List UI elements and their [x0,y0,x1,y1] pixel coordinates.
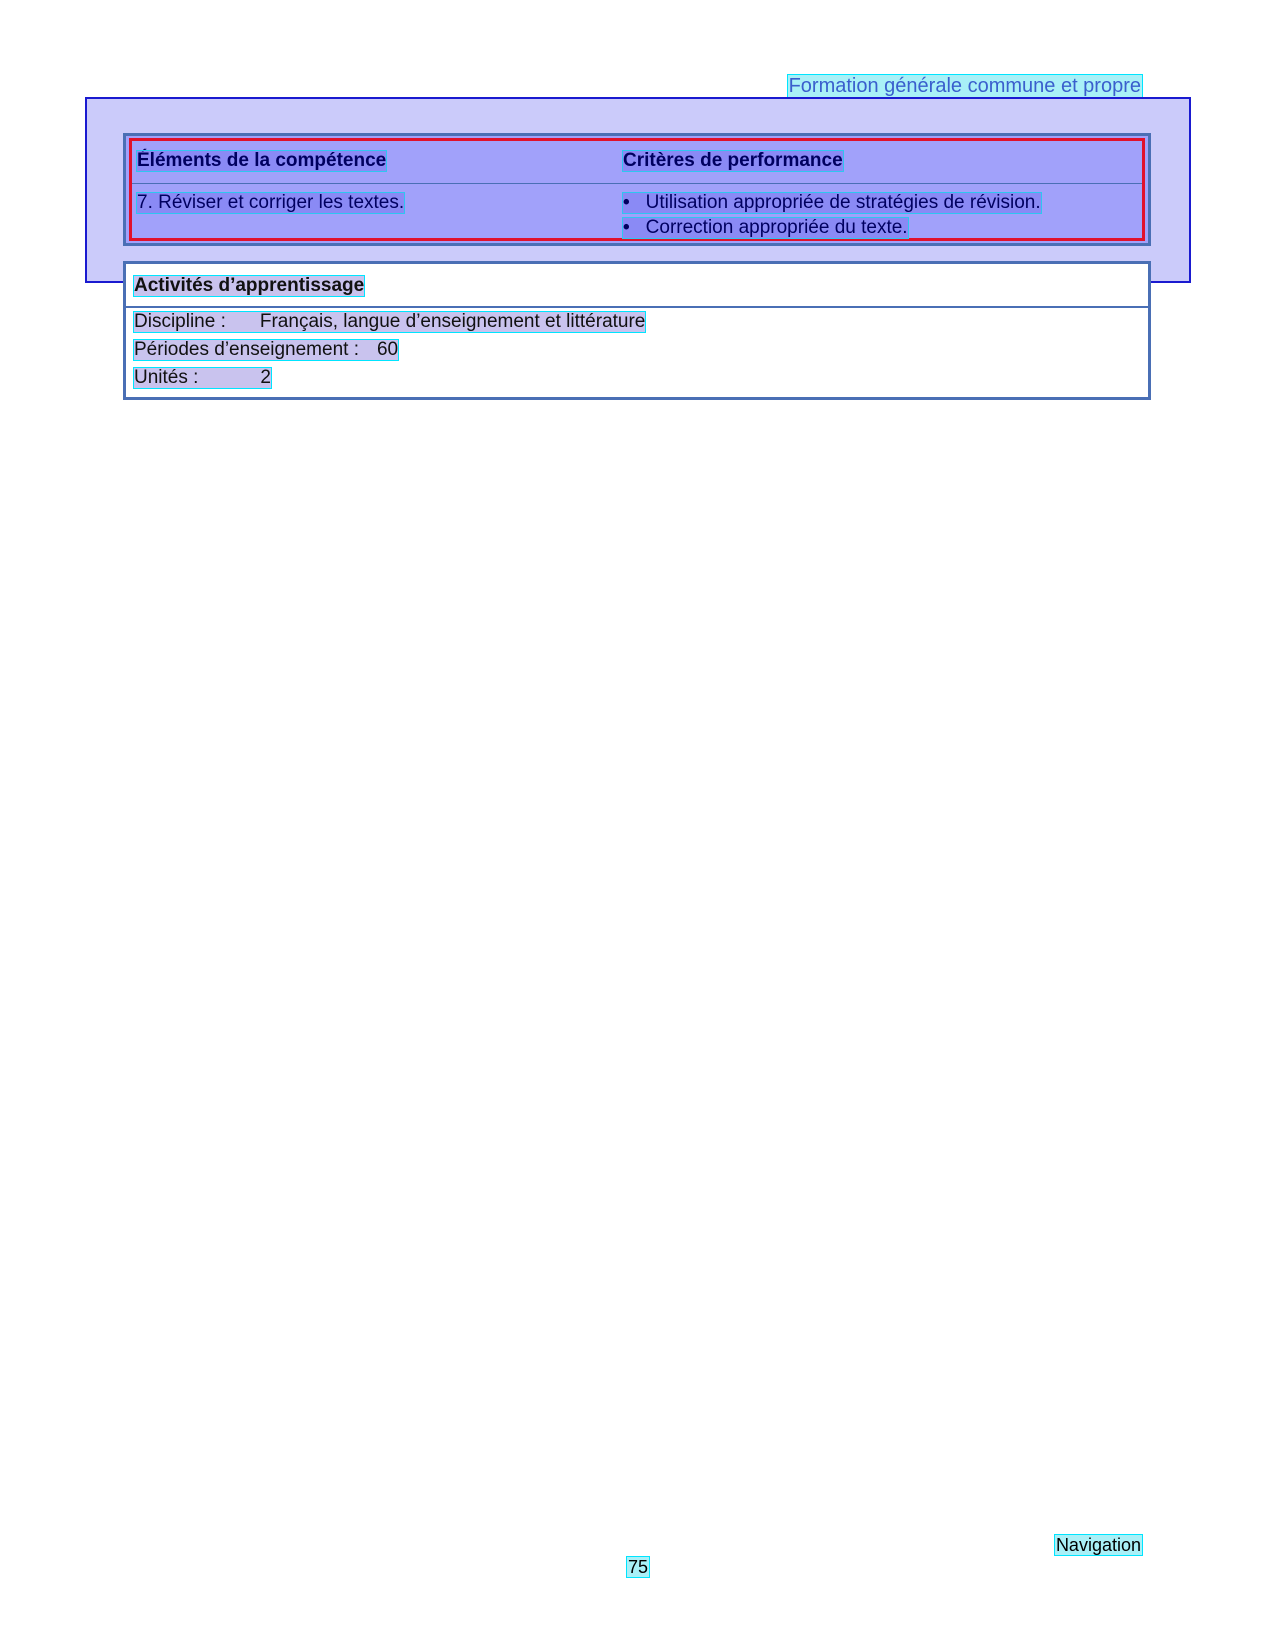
discipline-label: Discipline : [134,311,226,332]
page-number: 75 [628,1557,649,1577]
periods-label: Périodes d’enseignement : [134,339,359,360]
column-header-criteria: Critères de performance [623,150,843,171]
discipline-value: Français, langue d’enseignement et littérature [259,311,646,332]
criterion-item [623,218,908,238]
running-header: Formation générale commune et propre [788,75,1141,97]
criterion-item [623,193,1041,213]
competence-table-header [132,141,1142,184]
units-label: Unités : [134,367,199,388]
activities-heading: Activités d’apprentissage [134,275,365,296]
competence-element: 7. Réviser et corriger les textes. [137,192,405,213]
periods-field [134,340,398,360]
periods-value: 60 [376,339,399,360]
units-field [134,368,271,388]
discipline-field [134,312,645,332]
column-header-elements: Éléments de la compétence [137,150,387,171]
bullet-icon: • [623,217,630,238]
criterion-text: Utilisation appropriée de stratégies de révision. [645,192,1041,213]
navigation-link[interactable]: Navigation [1055,1535,1141,1555]
competence-table [123,133,1151,246]
criterion-text: Correction appropriée du texte. [645,217,908,238]
activities-header [126,264,1148,308]
units-value: 2 [260,367,271,388]
activities-box [123,261,1151,400]
bullet-icon: • [623,192,630,213]
competence-table-inner [129,138,1145,241]
